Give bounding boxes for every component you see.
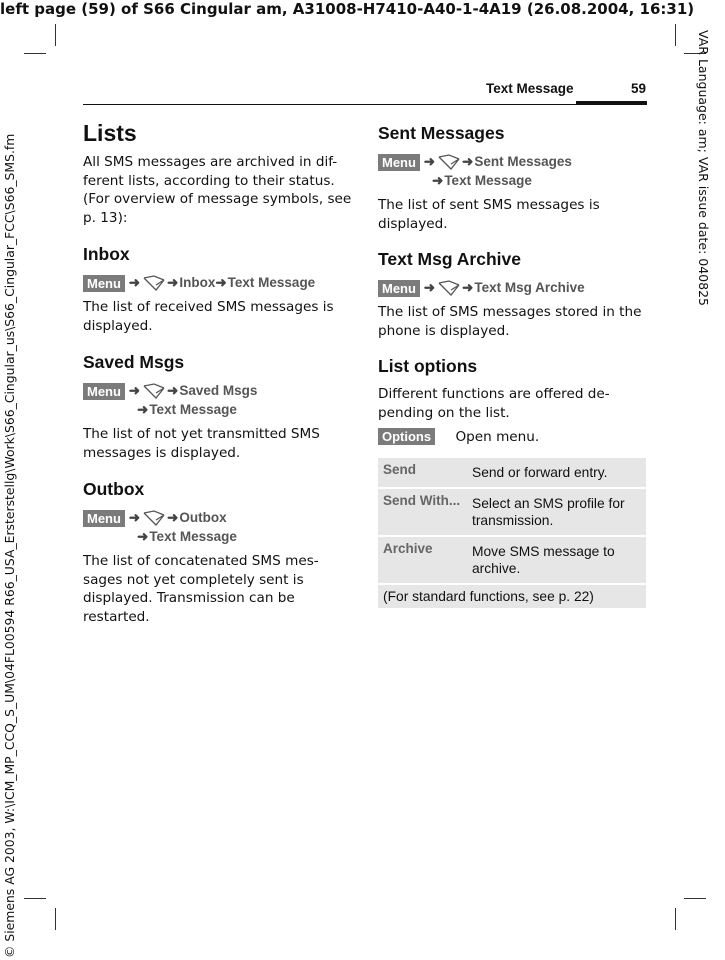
option-key: Send With...	[383, 493, 461, 508]
right-column	[378, 123, 648, 445]
option-desc: Move SMS message to archive.	[472, 544, 615, 576]
page-number: 59	[631, 81, 647, 96]
table-row	[378, 458, 646, 489]
arrow-icon: ➜	[167, 383, 179, 398]
running-header-title: Text Message	[486, 81, 574, 96]
path-item: Saved Msgs	[179, 383, 258, 398]
crop-mark	[24, 898, 46, 899]
heading-text-msg-archive: Text Msg Archive	[378, 249, 521, 269]
menu-path-saved-line2	[83, 400, 353, 419]
path-item: Sent Messages	[474, 154, 572, 169]
menu-softkey[interactable]: Menu	[83, 383, 125, 400]
heading-inbox: Inbox	[83, 244, 130, 264]
option-desc: Send or forward entry.	[472, 465, 608, 480]
path-item: Outbox	[179, 510, 227, 525]
menu-softkey[interactable]: Menu	[83, 275, 125, 292]
heading-list-options: List options	[378, 356, 478, 376]
menu-softkey[interactable]: Menu	[378, 280, 420, 297]
arrow-icon: ➜	[128, 275, 141, 290]
list-options-table	[378, 458, 646, 608]
option-key: Archive	[383, 541, 433, 556]
arrow-icon: ➜	[215, 275, 227, 290]
menu-path-sent-line2	[378, 171, 648, 190]
options-softkey-desc: Open menu.	[455, 428, 540, 445]
side-text-right: VAR Language: am; VAR issue date: 040825	[696, 30, 711, 306]
arrow-icon: ➜	[423, 280, 436, 295]
crop-mark	[55, 24, 56, 46]
header-rule	[83, 104, 647, 105]
archive-description: The list of SMS messages stored in the phone is displayed.	[378, 304, 642, 339]
crop-mark	[675, 24, 676, 46]
menu-path-outbox-line2	[83, 527, 353, 546]
table-row	[378, 537, 646, 585]
crop-mark	[24, 53, 46, 54]
lists-intro: All SMS messages are archived in dif-ferent lists, according to their status. (For overview of message symbols, see p. 13):	[83, 154, 352, 226]
crop-mark	[675, 908, 676, 930]
table-footer: (For standard functions, see p. 22)	[378, 585, 646, 608]
arrow-icon: ➜	[137, 529, 149, 544]
arrow-icon: ➜	[128, 510, 141, 525]
path-item: Text Message	[149, 402, 237, 417]
option-key: Send	[383, 462, 417, 477]
options-softkey-row	[378, 428, 648, 445]
arrow-icon: ➜	[432, 173, 444, 188]
side-text-left: © Siemens AG 2003, W:\ICM_MP_CCQ_S_UM\04FL00594 R66_USA_Ersterstellg\Work\S66_Cingular_us\S66_Cingular_FCC\S66_SMS.fm	[2, 133, 17, 958]
arrow-icon: ➜	[167, 510, 179, 525]
arrow-icon: ➜	[462, 154, 474, 169]
heading-outbox: Outbox	[83, 479, 145, 499]
outbox-description: The list of concatenated SMS mes-sages not yet completely sent is displayed. Transmission can be restarted.	[83, 553, 319, 625]
envelope-icon	[143, 510, 165, 526]
heading-saved-msgs: Saved Msgs	[83, 352, 185, 372]
arrow-icon: ➜	[423, 154, 436, 169]
list-options-description: Different functions are offered de-pending on the list.	[378, 386, 610, 421]
left-column	[83, 120, 353, 626]
arrow-icon: ➜	[462, 280, 474, 295]
arrow-icon: ➜	[137, 402, 149, 417]
menu-path-inbox	[83, 273, 353, 292]
inbox-description: The list of received SMS messages is displayed.	[83, 299, 334, 334]
print-metadata-line: left page (59) of S66 Cingular am, A31008-H7410-A40-1-4A19 (26.08.2004, 16:31)	[0, 0, 695, 18]
path-item: Text Msg Archive	[474, 280, 585, 295]
menu-path-sent	[378, 152, 648, 171]
path-item: Text Message	[444, 173, 532, 188]
table-row	[378, 489, 646, 537]
envelope-icon	[438, 154, 460, 170]
header-rule-accent	[576, 101, 647, 104]
options-softkey[interactable]: Options	[378, 428, 435, 445]
menu-path-outbox	[83, 508, 353, 527]
heading-sent-messages: Sent Messages	[378, 123, 505, 143]
crop-mark	[55, 908, 56, 930]
sent-description: The list of sent SMS messages is displayed.	[378, 197, 600, 232]
path-item: Text Message	[227, 275, 316, 290]
path-item: Text Message	[149, 529, 237, 544]
saved-description: The list of not yet transmitted SMS messages is displayed.	[83, 426, 320, 461]
envelope-icon	[143, 275, 165, 291]
menu-path-archive	[378, 278, 648, 297]
section-title-lists: Lists	[83, 120, 137, 146]
arrow-icon: ➜	[128, 383, 141, 398]
option-desc: Select an SMS profile for transmission.	[472, 496, 625, 528]
path-item: Inbox	[179, 275, 216, 290]
crop-mark	[684, 898, 706, 899]
menu-path-saved	[83, 381, 353, 400]
arrow-icon: ➜	[167, 275, 179, 290]
menu-softkey[interactable]: Menu	[378, 154, 420, 171]
envelope-icon	[143, 383, 165, 399]
envelope-icon	[438, 280, 460, 296]
menu-softkey[interactable]: Menu	[83, 510, 125, 527]
